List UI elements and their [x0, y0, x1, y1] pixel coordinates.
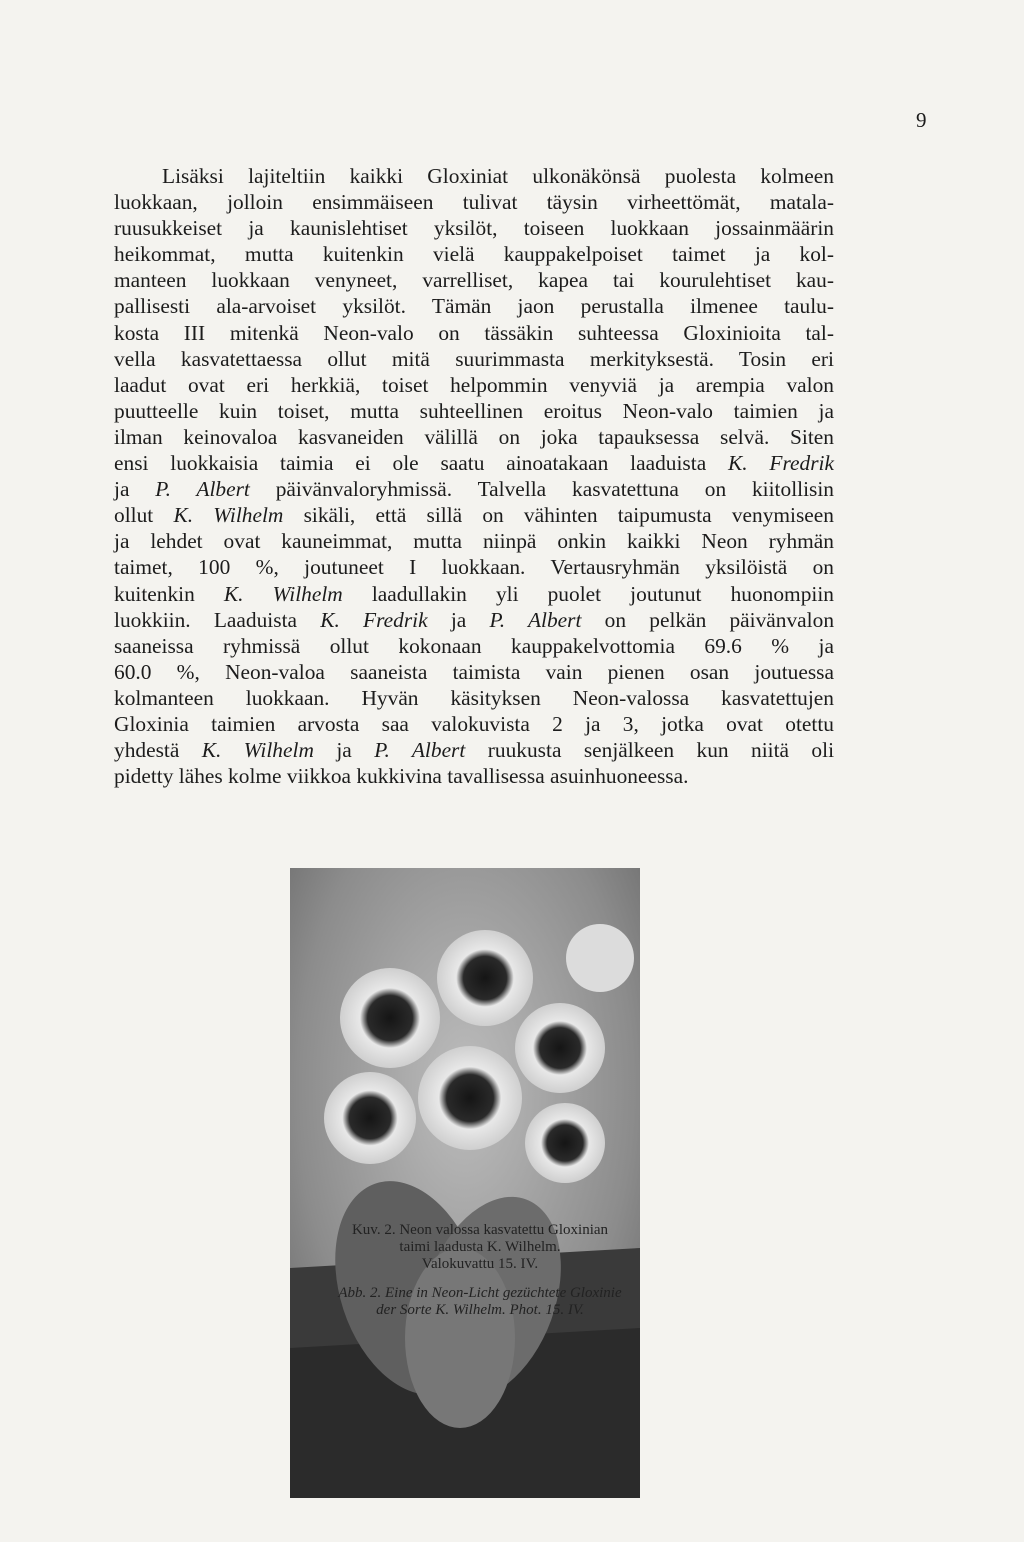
text-line: kolmanteen luokkaan. Hyvän käsityksen Neon-valossa kasvatettujen: [114, 685, 834, 710]
text-line: luokkaan, jolloin ensimmäiseen tulivat täysin virheettömät, matala-: [114, 190, 834, 215]
text-line: ja lehdet ovat kauneimmat, mutta niinpä onkin kaikki Neon ryhmän: [114, 529, 834, 554]
text-line: ja P. Albert päivänvaloryhmissä. Talvella kasvatettuna on kiitollisin: [114, 477, 834, 502]
text-line: vella kasvatettaessa ollut mitä suurimmasta merkityksestä. Tosin eri: [114, 346, 834, 371]
text-line: kuitenkin K. Wilhelm laadullakin yli puolet joutunut huonompiin: [114, 581, 834, 606]
text-line: manteen luokkaan venyneet, varrelliset, kapea tai kourulehtiset kau-: [114, 268, 834, 293]
text-line: kosta III mitenkä Neon-valo on tässäkin suhteessa Gloxinioita tal-: [114, 320, 834, 345]
italic-variety: K. Wilhelm: [173, 503, 284, 528]
gloxinia-photo: [290, 868, 640, 1498]
caption-line: taimi laadusta K. Wilhelm.: [399, 1239, 561, 1255]
text-line: luokkiin. Laaduista K. Fredrik ja P. Albert on pelkän päivänvalon: [114, 607, 835, 632]
caption-german: [240, 1285, 720, 1319]
italic-variety: P. Albert: [155, 477, 250, 502]
text-line: pidetty lähes kolme viikkoa kukkivina tavallisessa asuinhuoneessa.: [114, 764, 689, 789]
text-line: laadut ovat eri herkkiä, toiset helpommin venyviä ja arempia valon: [114, 372, 834, 397]
text-line: 60.0 %, Neon-valoa saaneista taimista vain pienen osan joutuessa: [114, 659, 834, 684]
text-line: ruusukkeiset ja kaunislehtiset yksilöt, toiseen luokkaan jossainmäärin: [114, 216, 834, 241]
text-line: Gloxinia taimien arvosta saa valokuvista 2 ja 3, jotka ovat otettu: [114, 711, 834, 736]
text-line: saaneissa ryhmissä ollut kokonaan kauppakelvottomia 69.6 % ja: [114, 633, 834, 658]
text-line: pallisesti ala-arvoiset yksilöt. Tämän jaon perustalla ilmenee taulu-: [114, 294, 834, 319]
italic-variety: K. Wilhelm: [201, 738, 314, 763]
caption-line: Abb. 2. Eine in Neon-Licht gezüchtete Gloxinie: [338, 1285, 622, 1301]
caption-line: Valokuvattu 15. IV.: [421, 1256, 539, 1272]
text-line: heikommat, mutta kuitenkin vielä kauppakelpoiset taimet ja kol-: [114, 242, 834, 267]
body-text: [114, 163, 834, 789]
text-line: ollut K. Wilhelm sikäli, että sillä on vähinten taipumusta venymiseen: [114, 503, 834, 528]
caption-line: Kuv. 2. Neon valossa kasvatettu Gloxinian: [351, 1222, 609, 1238]
figure-caption: [240, 1222, 720, 1319]
text-line: ensi luokkaisia taimia ei ole saatu ainoatakaan laaduista K. Fredrik: [114, 451, 834, 476]
text-line: puutteelle kuin toiset, mutta suhteellinen eroitus Neon-valo taimien ja: [114, 398, 834, 423]
text-line: taimet, 100 %, joutuneet I luokkaan. Vertausryhmän yksilöistä on: [114, 555, 834, 580]
caption-line: der Sorte K. Wilhelm. Phot. 15. IV.: [376, 1302, 584, 1318]
page-number: 9: [916, 108, 927, 132]
italic-variety: K. Fredrik: [320, 607, 428, 632]
italic-variety: P. Albert: [374, 738, 466, 763]
gloxinia-photo-icon: [290, 868, 640, 1498]
italic-variety: K. Fredrik: [728, 451, 834, 476]
italic-variety: K. Wilhelm: [223, 581, 343, 606]
text-line: ilman keinovaloa kasvaneiden välillä on joka tapauksessa selvä. Siten: [114, 424, 834, 449]
figure: [290, 868, 640, 1498]
italic-variety: P. Albert: [489, 607, 582, 632]
text-line: Lisäksi lajiteltiin kaikki Gloxiniat ulkonäkönsä puolesta kolmeen: [162, 164, 834, 188]
text-line: yhdestä K. Wilhelm ja P. Albert ruukusta senjälkeen kun niitä oli: [114, 738, 835, 763]
